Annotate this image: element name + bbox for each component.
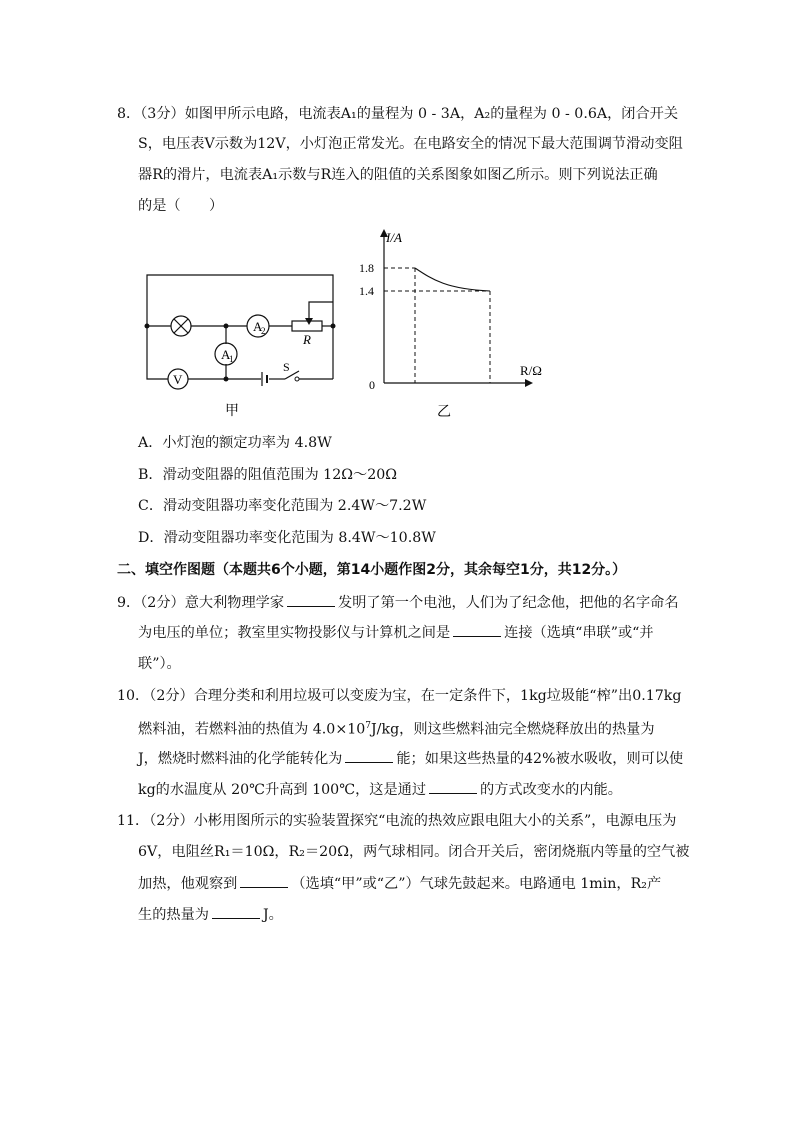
q10-text-4a: kg的水温度从 20℃升高到 100℃，这是通过 xyxy=(138,782,427,798)
q8-line-3: 器R的滑片，电流表A₁示数与R连入的阻值的关系图象如图乙所示。则下列说法正确 xyxy=(138,167,658,183)
q11-text-3b: （选填“甲”或“乙”）气球先鼓起来。电路通电 1min，R₂产 xyxy=(291,876,662,892)
q8-line-1: 8．（3分）如图甲所示电路，电流表A₁的量程为 0 - 3A，A₂的量程为 0 - 0.6A，闭合开关 xyxy=(117,106,679,122)
circuit-diagram-jia xyxy=(135,240,350,420)
q11-text-4a: 生的热量为 xyxy=(138,907,209,923)
q9-blank-2[interactable] xyxy=(453,622,501,637)
origin-label: 0 xyxy=(369,378,375,392)
q10-line-1: 10．（2分）合理分类和利用垃圾可以变废为宝，在一定条件下，1kg垃圾能“榨”出0.17kg xyxy=(117,688,682,704)
q8-option-b: B．滑动变阻器的阻值范围为 12Ω～20Ω xyxy=(138,467,398,483)
caption-jia: 甲 xyxy=(225,404,239,419)
s-label: S xyxy=(283,360,290,374)
q11-line-3 xyxy=(138,873,661,894)
q11-line-2: 6V，电阻丝R₁＝10Ω，R₂＝20Ω，两气球相同。闭合开关后，密闭烧瓶内等量的空气被 xyxy=(138,844,690,860)
x-axis-label: R/Ω xyxy=(520,363,542,378)
tick-1-8: 1.8 xyxy=(359,261,374,275)
q8-line-4: 的是（ ） xyxy=(138,198,224,214)
tick-1-4: 1.4 xyxy=(359,284,374,298)
q11-blank-2[interactable] xyxy=(212,904,260,919)
caption-yi: 乙 xyxy=(437,405,451,420)
q10-line-2 xyxy=(138,716,655,740)
y-axis-label: I/A xyxy=(386,230,402,245)
q8-line-2: S，电压表V示数为12V，小灯泡正常发光。在电路安全的情况下最大范围调节滑动变阻 xyxy=(138,136,683,152)
q11-line-1: 11．（2分）小彬用图所示的实验装置探究“电流的热效应跟电阻大小的关系”，电源电压为 xyxy=(117,813,677,829)
q10-line-4 xyxy=(138,779,622,800)
q9-text-1a: 9．（2分）意大利物理学家 xyxy=(117,595,285,611)
q10-text-3b: 能；如果这些热量的42%被水吸收，则可以使 xyxy=(396,751,684,767)
q9-blank-1[interactable] xyxy=(287,592,335,607)
q10-text-2a: 燃料油，若燃料油的热值为 4.0×10 xyxy=(138,721,366,738)
q9-line-2 xyxy=(138,622,654,643)
q9-text-2a: 为电压的单位；教室里实物投影仪与计算机之间是 xyxy=(138,625,451,641)
current-curve xyxy=(415,268,490,291)
x-axis-arrow-icon xyxy=(525,379,533,387)
a1-label: A xyxy=(221,347,231,362)
q9-text-2b: 连接（选填“串联”或“并 xyxy=(504,625,654,641)
q10-text-3a: J，燃烧时燃料油的化学能转化为 xyxy=(138,751,343,767)
q11-text-4b: J。 xyxy=(262,907,283,923)
q8-option-a: A．小灯泡的额定功率为 4.8W xyxy=(138,435,332,451)
a2-sub: 2 xyxy=(261,326,266,336)
q11-line-4 xyxy=(138,904,283,925)
q11-text-3a: 加热，他观察到 xyxy=(138,876,238,892)
q10-exponent: 7 xyxy=(365,721,371,731)
q10-text-2b: J/kg，则这些燃料油完全燃烧释放出的热量为 xyxy=(371,721,655,738)
q9-line-3: 联”）。 xyxy=(138,656,181,672)
q10-line-3 xyxy=(138,748,683,769)
q9-line-1 xyxy=(117,592,679,613)
q8-option-d: D．滑动变阻器功率变化范围为 8.4W～10.8W xyxy=(138,530,436,546)
q8-option-c: C．滑动变阻器功率变化范围为 2.4W～7.2W xyxy=(138,498,427,514)
v-label: V xyxy=(173,372,183,387)
graph-yi xyxy=(355,225,565,425)
a1-sub: 1 xyxy=(229,354,234,364)
section-2-heading: 二、填空作图题（本题共6个小题，第14小题作图2分，其余每空1分，共12分。） xyxy=(117,562,627,578)
r-label: R xyxy=(303,332,311,347)
q10-blank-4[interactable] xyxy=(429,779,477,794)
q9-text-1b: 发明了第一个电池，人们为了纪念他，把他的名字命名 xyxy=(338,595,679,611)
q10-text-4b: 的方式改变水的内能。 xyxy=(480,782,622,798)
q11-blank-1[interactable] xyxy=(240,873,288,888)
q10-blank-2[interactable] xyxy=(345,748,393,763)
a2-label: A xyxy=(253,319,263,334)
